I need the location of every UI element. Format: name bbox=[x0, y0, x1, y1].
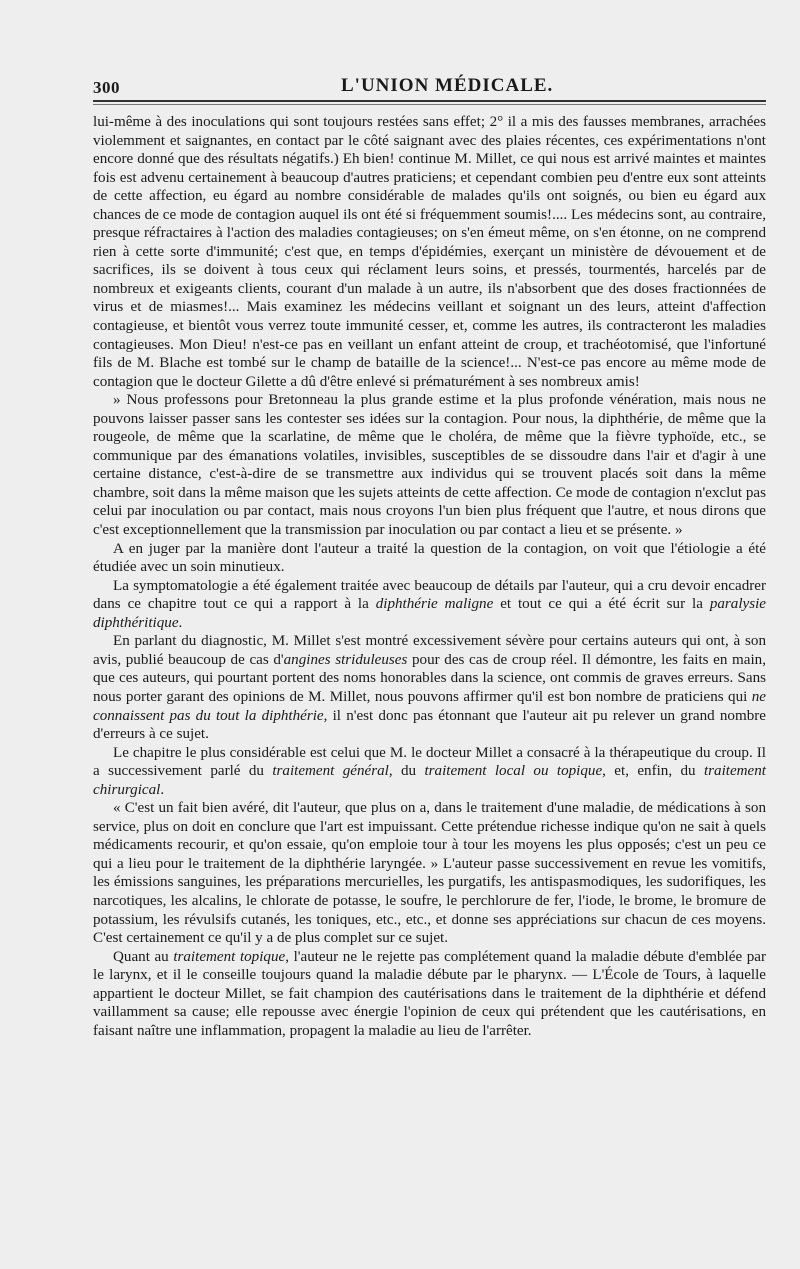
paragraph bbox=[93, 948, 766, 1041]
paragraph bbox=[93, 391, 766, 539]
text-run: En parlant du diagnostic, M. Millet s'est montré excessivement sévère pour certains auteurs qui ont, à son avis, publié beaucoup de cas d' bbox=[93, 633, 766, 668]
article-body bbox=[93, 113, 766, 1040]
header-rule bbox=[93, 100, 766, 105]
paragraph bbox=[93, 632, 766, 743]
text-run: , il n'est donc pas étonnant que l'auteur ait pu relever un grand nombre d'erreurs à ce sujet. bbox=[93, 707, 766, 743]
text-run: lui-même à des inoculations qui sont toujours restées sans effet; 2° il a mis des fausses membranes, arrachées violemment et saignantes, en contact par le côté saignant avec des plaies récentes, ces expérimentations n'ont encore donné que des résultats négatifs.) Eh bien! continue M. Millet, ce qui nous est arrivé maintes et maintes fois est advenu certainement à beaucoup d'autres praticiens; et cependant combien peu d'entre eux sont atteints de cette affection, eu égard au nombre considérable de malades qu'ils ont soignés, ou bien eu égard aux chances de ce mode de contagion auquel ils ont été si fréquemment soumis!.... Les médecins sont, au contraire, presque réfractaires à l'action des maladies contagieuses; on s'en émeut même, on s'en étonne, on ne comprend rien à cette sorte d'immunité; c'est que, en temps d'épidémies, exerçant un ministère de dévouement et de sacrifices, ils se doivent à tous ceux qui réclament leurs soins, et pressés, tourmentés, harcelés par de nombreux et exigeants clients, courant d'un malade à un autre, ils n'absorbent que des doses fractionnées de virus et de miasmes!... Mais examinez les médecins veillant et soignant un des leurs, atteint d'affection contagieuse, et bientôt vous verrez toute immunité cesser, et, comme les autres, ils contracteront les maladies contagieuses. Mon Dieu! n'est-ce pas en veillant un enfant atteint de croup, et trachéotomisé, que l'infortuné fils de M. Blache est tombé sur le champ de bataille de la science!... N'est-ce pas encore au même mode de contagion que le docteur Gilette a dû d'être enlevé si prématurément à ses nombreux amis! bbox=[93, 114, 766, 390]
paragraph bbox=[93, 540, 766, 577]
paragraph bbox=[93, 799, 766, 947]
text-run: , l'auteur ne le rejette pas complétement quand la maladie débute d'emblée par le larynx, et il le conseille toujours quand la maladie débute par le pharynx. — L'École de Tours, à laquelle appartient le docteur Millet, se fait champion des cautérisations dans le traitement de la diphthérie et défend vaillamment sa cause; elle repousse avec énergie l'opinion de ceux qui prétendent que les cautérisations, en faisant naître une inflammation, propagent la maladie au lieu de l'arrêter. bbox=[93, 948, 767, 1039]
text-run: Quant au bbox=[113, 948, 174, 965]
paragraph bbox=[93, 113, 766, 391]
text-run: A en juger par la manière dont l'auteur a traité la question de la contagion, on voit que l'étiologie a été étudiée avec un soin minutieux. bbox=[93, 540, 766, 576]
text-run: , et, enfin, du bbox=[602, 763, 704, 780]
emphasized-text: angines striduleuses bbox=[283, 651, 408, 668]
emphasized-text: paralysie diphthéritique bbox=[93, 596, 766, 631]
page-number: 300 bbox=[93, 78, 120, 97]
text-run: pour des cas de croup réel. Il démontre, les faits en main, que ces auteurs, qui pourtant portent des noms honorables dans la science, ont commis de graves erreurs. Sans nous porter garant des opinions de M. Millet, nous pouvons affirmer qu'il est bon nombre de praticiens qui bbox=[93, 651, 766, 705]
text-run: et tout ce qui a été écrit sur la bbox=[493, 596, 710, 613]
text-run: . bbox=[178, 614, 183, 631]
emphasized-text: traitement chirurgical bbox=[93, 763, 766, 798]
text-run: , du bbox=[388, 763, 425, 780]
page-header bbox=[93, 72, 766, 98]
text-run: La symptomatologie a été également traitée avec beaucoup de détails par l'auteur, qui a cru devoir encadrer dans ce chapitre tout ce qui a rapport à la bbox=[93, 577, 766, 613]
text-run: . bbox=[160, 781, 165, 798]
text-run: » Nous professons pour Bretonneau la plus grande estime et la plus profonde vénération, mais nous ne pouvons laisser passer sans les contester ses idées sur la contagion. Pour nous, la diphthérie, de même que la rougeole, de même que la scarlatine, de même que le choléra, de même que la fièvre typhoïde, etc., se communique par des émanations volatiles, invisibles, susceptibles de se dissoudre dans l'air et d'agir à une certaine distance, c'est-à-dire de se transmettre aux individus qui se trouvent placés soit dans la même chambre, soit dans la même maison que les sujets atteints de cette affection. Ce mode de contagion n'exclut pas celui par inoculation ou par contact, mais nous croyons l'un bien plus fréquent que l'autre, et nous dirons que c'est exceptionnellement que la transmission par inoculation ou par contact a lieu et se présente. » bbox=[93, 392, 766, 539]
emphasized-text: diphthérie maligne bbox=[375, 596, 494, 613]
emphasized-text: traitement général bbox=[272, 763, 389, 780]
paragraph bbox=[93, 577, 766, 633]
paragraph bbox=[93, 744, 766, 800]
text-run: Le chapitre le plus considérable est celui que M. le docteur Millet a consacré à la thérapeutique du croup. Il a successivement parlé du bbox=[93, 744, 766, 780]
emphasized-text: traitement topique bbox=[173, 948, 286, 965]
text-run: « C'est un fait bien avéré, dit l'auteur, que plus on a, dans le traitement d'une maladie, de médications à son service, plus on doit en conclure que l'art est impuissant. Cette prétendue richesse indique qu'on ne sait à quels médicaments recourir, et qu'on essaie, qu'on emploie tour à tour les moyens les plus opposés; c'est un peu ce qui a lieu pour le traitement de la diphthérie laryngée. » L'auteur passe successivement en revue les vomitifs, les émissions sanguines, les préparations mercurielles, les purgatifs, les antispasmodiques, les sudorifiques, les narcotiques, les alcalins, le chlorate de potasse, le soufre, le perchlorure de fer, l'iode, le brome, le bromure de potassium, les révulsifs cutanés, les toniques, etc., etc., et donne ses appréciations sur chacun de ces moyens. C'est certainement ce qu'il y a de plus complet sur ce sujet. bbox=[93, 800, 766, 947]
running-title: L'UNION MÉDICALE. bbox=[341, 75, 554, 96]
emphasized-text: ne connaissent pas du tout la diphthérie bbox=[93, 688, 766, 724]
emphasized-text: traitement local ou topique bbox=[424, 763, 603, 780]
